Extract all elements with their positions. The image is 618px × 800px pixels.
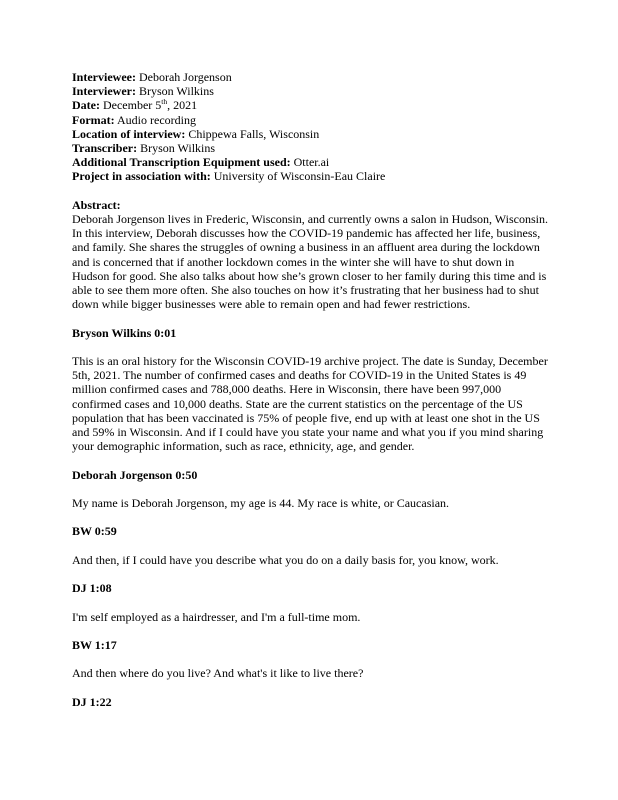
transcript-paragraph: And then, if I could have you describe what you do on a daily basis for, you know, work. (72, 552, 499, 567)
metadata-field: Project in association with: University of Wisconsin-Eau Claire (72, 169, 386, 184)
metadata-label: Date: (72, 98, 100, 113)
metadata-header (72, 70, 548, 184)
metadata-label: Project in association with: (72, 169, 211, 184)
metadata-field: Format: Audio recording (72, 112, 196, 127)
metadata-label: Location of interview: (72, 126, 186, 141)
transcript-section (72, 326, 548, 709)
transcript-paragraph: I'm self employed as a hairdresser, and I'm a full-time mom. (72, 609, 361, 624)
metadata-label: Format: (72, 112, 115, 127)
transcript-paragraph: And then where do you live? And what's it like to live there? (72, 666, 364, 681)
speaker-timestamp-heading: DJ 1:08 (72, 581, 112, 596)
speaker-timestamp-heading: Deborah Jorgenson 0:50 (72, 467, 198, 482)
metadata-field: Interviewer: Bryson Wilkins (72, 84, 214, 99)
metadata-label: Additional Transcription Equipment used: (72, 155, 291, 170)
speaker-timestamp-heading: BW 1:17 (72, 637, 117, 652)
speaker-timestamp-heading: DJ 1:22 (72, 694, 112, 709)
metadata-field: Additional Transcription Equipment used: Otter.ai (72, 155, 330, 170)
metadata-field: Transcriber: Bryson Wilkins (72, 141, 216, 156)
metadata-label: Interviewer: (72, 84, 136, 99)
metadata-label: Interviewee: (72, 70, 136, 84)
abstract-body: Deborah Jorgenson lives in Frederic, Wisconsin, and currently owns a salon in Hudson, Wisconsin. In this interview, Deborah discusses how the COVID-19 pandemic has affected her life, business, and family. She shares the struggles of owning a business in an affluent area during the lockdown and is concerned that if another lockdown comes in the winter she will have to shut down in Hudson for good. She also talks about how she’s grown closer to her family during this time and is able to see them more often. She also touches on how it’s frustrating that her business had to shut down while bigger businesses were able to remain open and had fewer restrictions. (72, 212, 548, 312)
speaker-timestamp-heading: BW 0:59 (72, 524, 117, 539)
ordinal-superscript: th (161, 97, 168, 107)
abstract-section (72, 198, 548, 312)
metadata-field: Date: December 5th, 2021 (72, 97, 198, 113)
transcript-paragraph: My name is Deborah Jorgenson, my age is 44. My race is white, or Caucasian. (72, 496, 450, 511)
transcript-paragraph: This is an oral history for the Wisconsin COVID-19 archive project. The date is Sunday, December 5th, 2021. The number of confirmed cases and deaths for COVID-19 in the United States is 49 million confirmed cases and 788,000 deaths. Here in Wisconsin, there have been 997,000 confirmed cases and 10,000 deaths. State are the current statistics on the percentage of the US population that has been vaccinated is 75% of people five, end up with at least one shot in the US and 59% in Wisconsin. And if I could have you state your name and what you if you mind sharing your demographic information, such as race, ethnicity, age, and gender. (72, 354, 548, 454)
speaker-timestamp-heading: Bryson Wilkins 0:01 (72, 325, 177, 340)
document-content (72, 70, 548, 709)
metadata-label: Transcriber: (72, 141, 138, 156)
metadata-field: Interviewee: Deborah Jorgenson (72, 70, 232, 84)
abstract-heading: Abstract: (72, 197, 121, 212)
metadata-field: Location of interview: Chippewa Falls, Wisconsin (72, 126, 320, 141)
